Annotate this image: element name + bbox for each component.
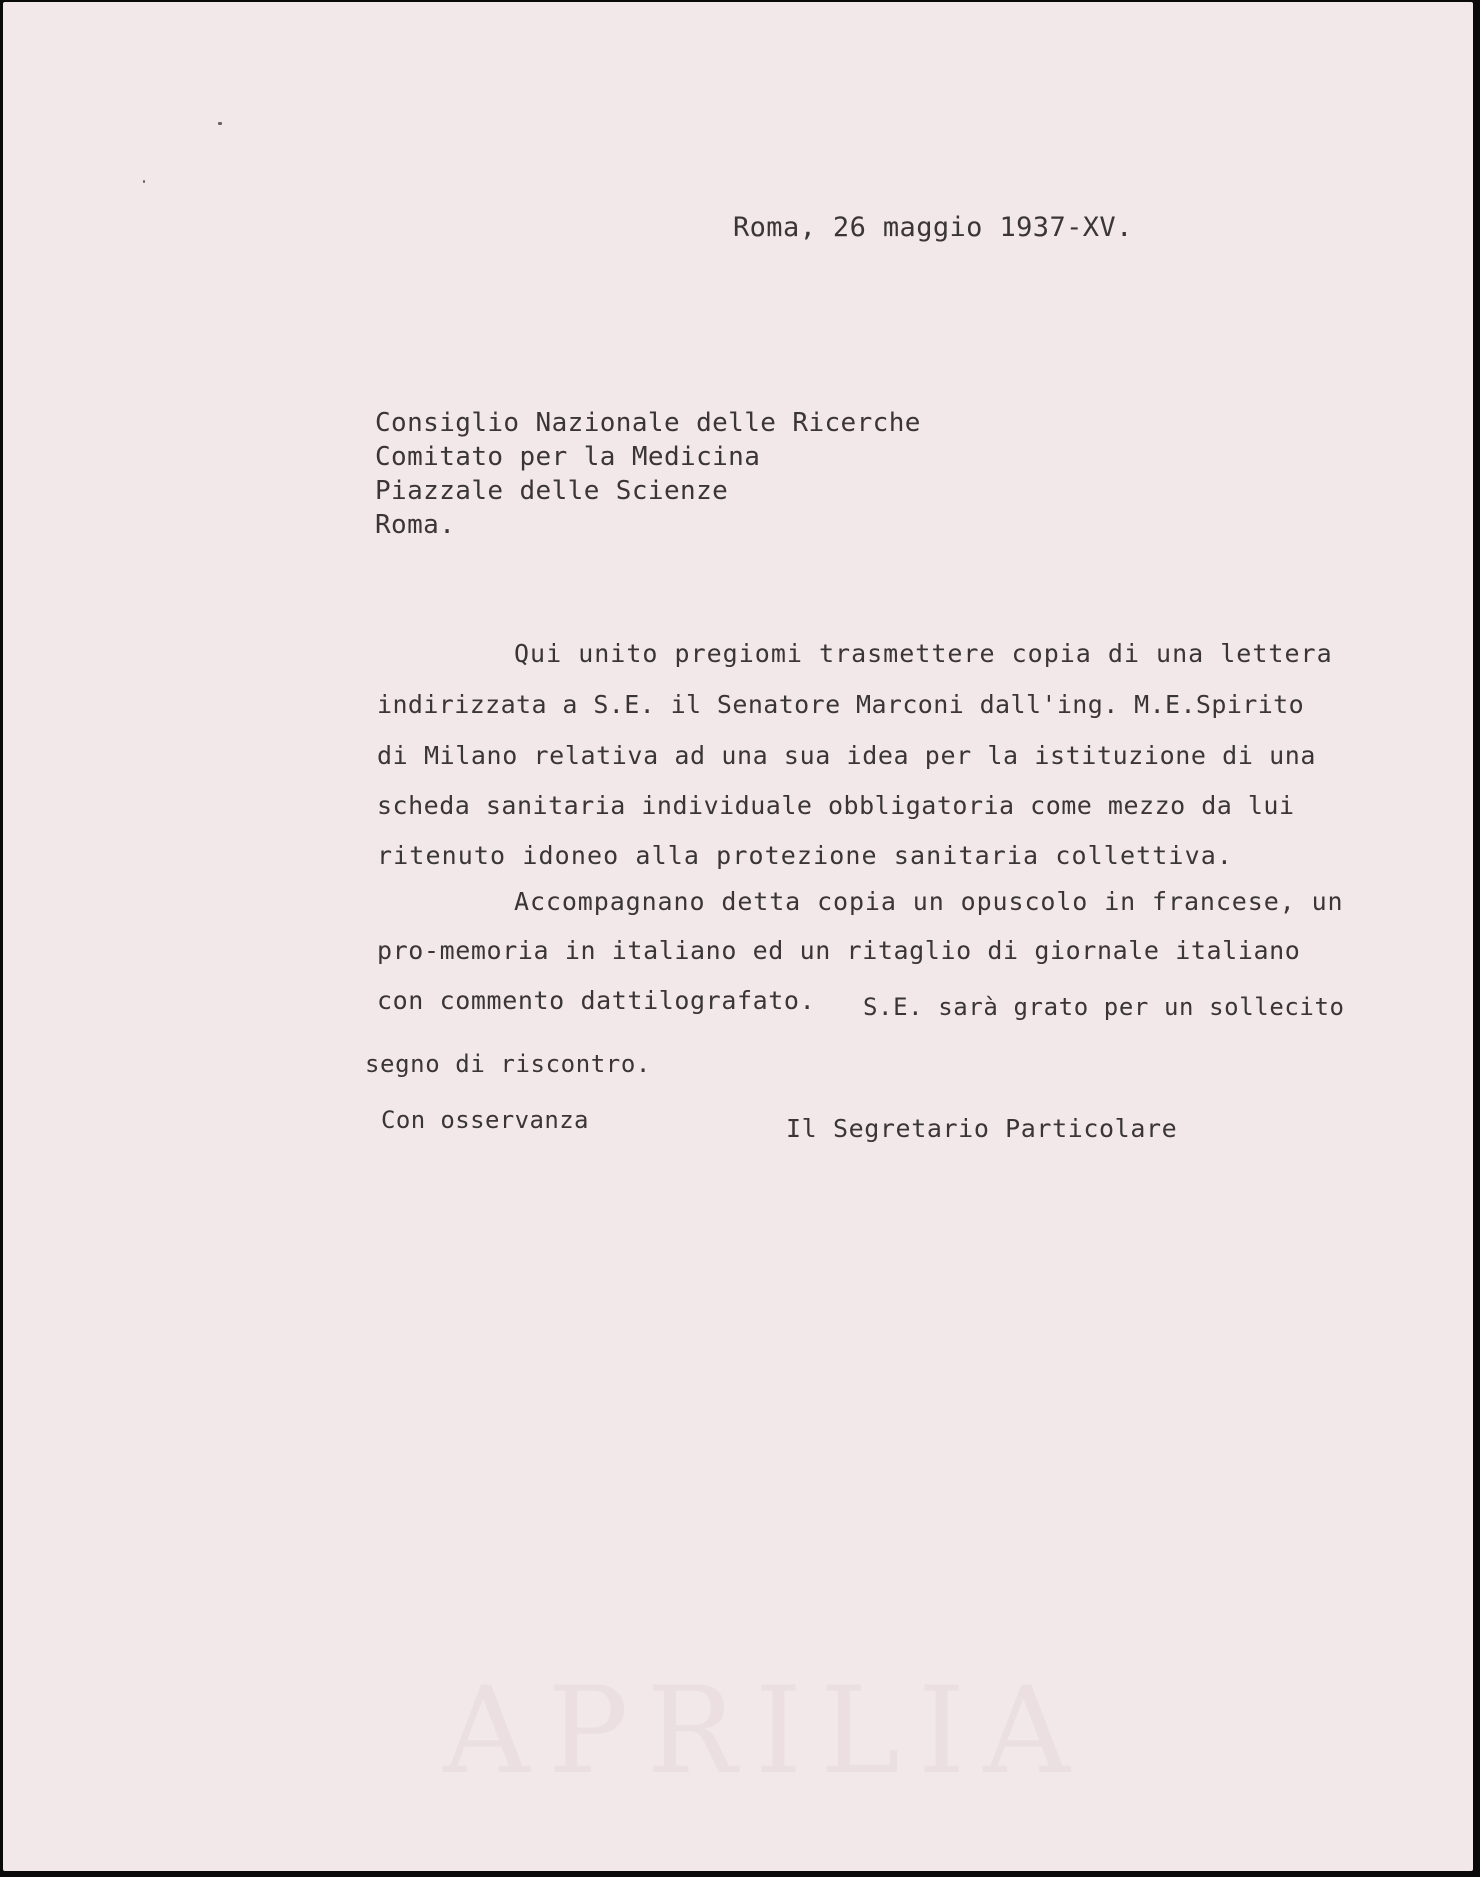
- closing-salutation: Con osservanza: [381, 1106, 589, 1134]
- letter-page: [3, 2, 1473, 1871]
- body-line: con commento dattilografato.: [377, 986, 816, 1015]
- body-line: ritenuto idoneo alla protezione sanitaria collettiva.: [377, 841, 1234, 870]
- recipient-line: Roma.: [375, 510, 456, 540]
- paper-speck: [218, 122, 222, 125]
- date-line: Roma, 26 maggio 1937-XV.: [733, 212, 1133, 243]
- body-line: Qui unito pregiomi trasmettere copia di una lettera: [514, 639, 1333, 668]
- body-line: pro-memoria in italiano ed un ritaglio di giornale italiano: [377, 936, 1301, 965]
- body-line: indirizzata a S.E. il Senatore Marconi dall'ing. M.E.Spirito: [377, 690, 1305, 719]
- paper-watermark: APRILIA: [443, 1662, 1088, 1801]
- recipient-line: Consiglio Nazionale delle Ricerche: [375, 408, 921, 438]
- recipient-line: Piazzale delle Scienze: [375, 476, 729, 506]
- recipient-line: Comitato per la Medicina: [375, 442, 761, 472]
- body-line: segno di riscontro.: [365, 1050, 651, 1078]
- body-line: scheda sanitaria individuale obbligatoria come mezzo da lui: [377, 791, 1295, 820]
- body-line: Accompagnano detta copia un opuscolo in francese, un: [514, 887, 1344, 916]
- signature-title: Il Segretario Particolare: [786, 1114, 1178, 1143]
- body-line: di Milano relativa ad una sua idea per la istituzione di una: [377, 741, 1317, 770]
- body-line: S.E. sarà grato per un sollecito: [863, 993, 1345, 1021]
- paper-speck: [143, 180, 145, 183]
